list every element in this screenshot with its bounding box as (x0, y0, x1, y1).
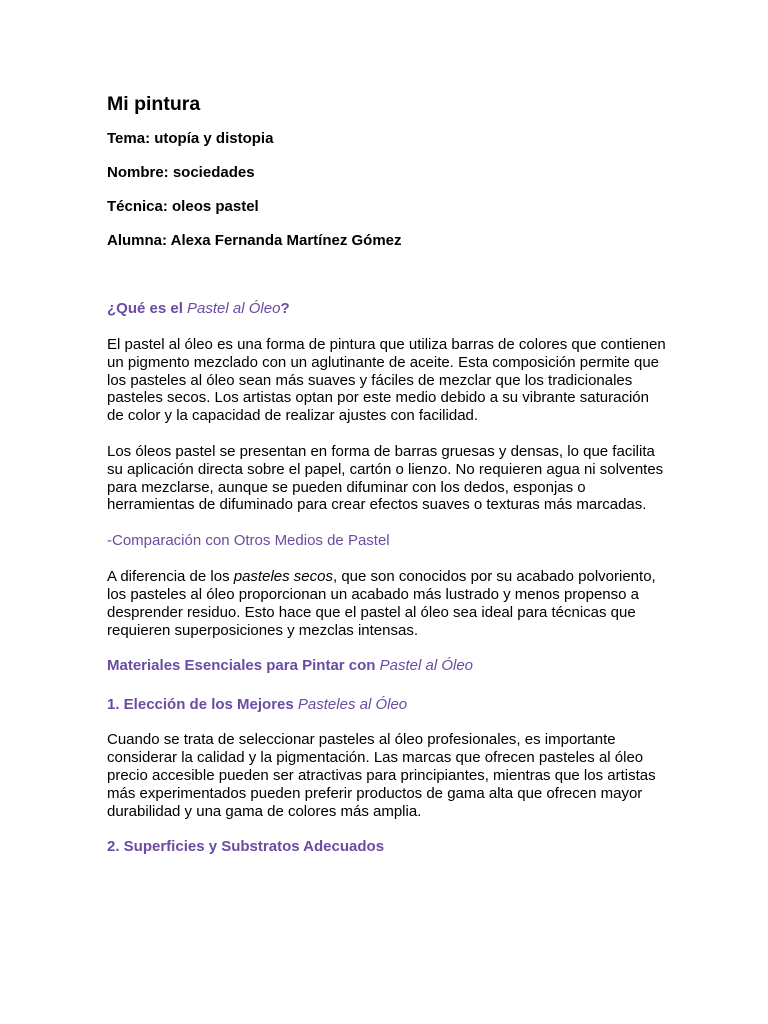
meta-tecnica: Técnica: oleos pastel (107, 198, 259, 215)
materials-heading (107, 657, 667, 675)
paragraph-comparison-post: , que son conocidos por su acabado polvoriento, los pasteles al óleo proporcionan un acabado más lustrado y menos propenso a desprender residuo. Esto hace que el pastel al óleo sea ideal para técnicas que requieren superposiciones y mezclas intensas. (107, 568, 656, 639)
materials-heading-em: Pastel al Óleo (379, 657, 474, 675)
section1-heading-pre: 1. Elección de los Mejores (107, 696, 298, 714)
question-heading-pre: ¿Qué es el (107, 300, 188, 317)
section2-heading: 2. Superficies y Substratos Adecuados (107, 838, 385, 856)
meta-tema: Tema: utopía y distopia (107, 130, 274, 147)
paragraph-presentation: Los óleos pastel se presentan en forma de barras gruesas y densas, lo que facilita su aplicación directa sobre el papel, cartón o lienzo. No requieren agua ni solventes para mezclarse, aunque se pueden difuminar con los dedos, esponjas o herramientas de difuminado para crear efectos suaves o texturas más marcadas. (107, 442, 664, 514)
paragraph-definition: El pastel al óleo es una forma de pintura que utiliza barras de colores que contienen un pigmento mezclado con un aglutinante de aceite. Esta composición permite que los pasteles al óleo sean más suaves y fáciles de mezclar que los tradicionales pasteles secos. Los artistas optan por este medio debido a su vibrante saturación de color y la capacidad de realizar ajustes con facilidad. (107, 336, 666, 425)
materials-heading-pre: Materiales Esenciales para Pintar con (107, 657, 380, 675)
document-content (107, 91, 667, 856)
paragraph-comparison (107, 568, 667, 639)
paragraph-comparison-em: pasteles secos (233, 568, 333, 586)
meta-nombre: Nombre: sociedades (107, 164, 255, 181)
comparison-heading: -Comparación con Otros Medios de Pastel (107, 532, 390, 550)
section1-heading-em: Pasteles al Óleo (297, 696, 408, 714)
meta-alumna: Alumna: Alexa Fernanda Martínez Gómez (107, 232, 402, 249)
section1-heading (107, 696, 667, 714)
question-heading-post: ? (280, 300, 290, 317)
paragraph-selection: Cuando se trata de seleccionar pasteles al óleo profesionales, es importante considerar la calidad y la pigmentación. Las marcas que ofrecen pasteles al óleo precio accesible pueden ser atractivas para principiantes, mientras que los artistas más experimentados pueden preferir productos de gama alta que ofrecen mayor durabilidad y una gama de colores más amplia. (107, 731, 656, 820)
paragraph-comparison-pre: A diferencia de los (107, 568, 234, 586)
question-heading-em: Pastel al Óleo (187, 300, 281, 317)
question-heading (107, 300, 667, 318)
document-title: Mi pintura (107, 93, 201, 115)
